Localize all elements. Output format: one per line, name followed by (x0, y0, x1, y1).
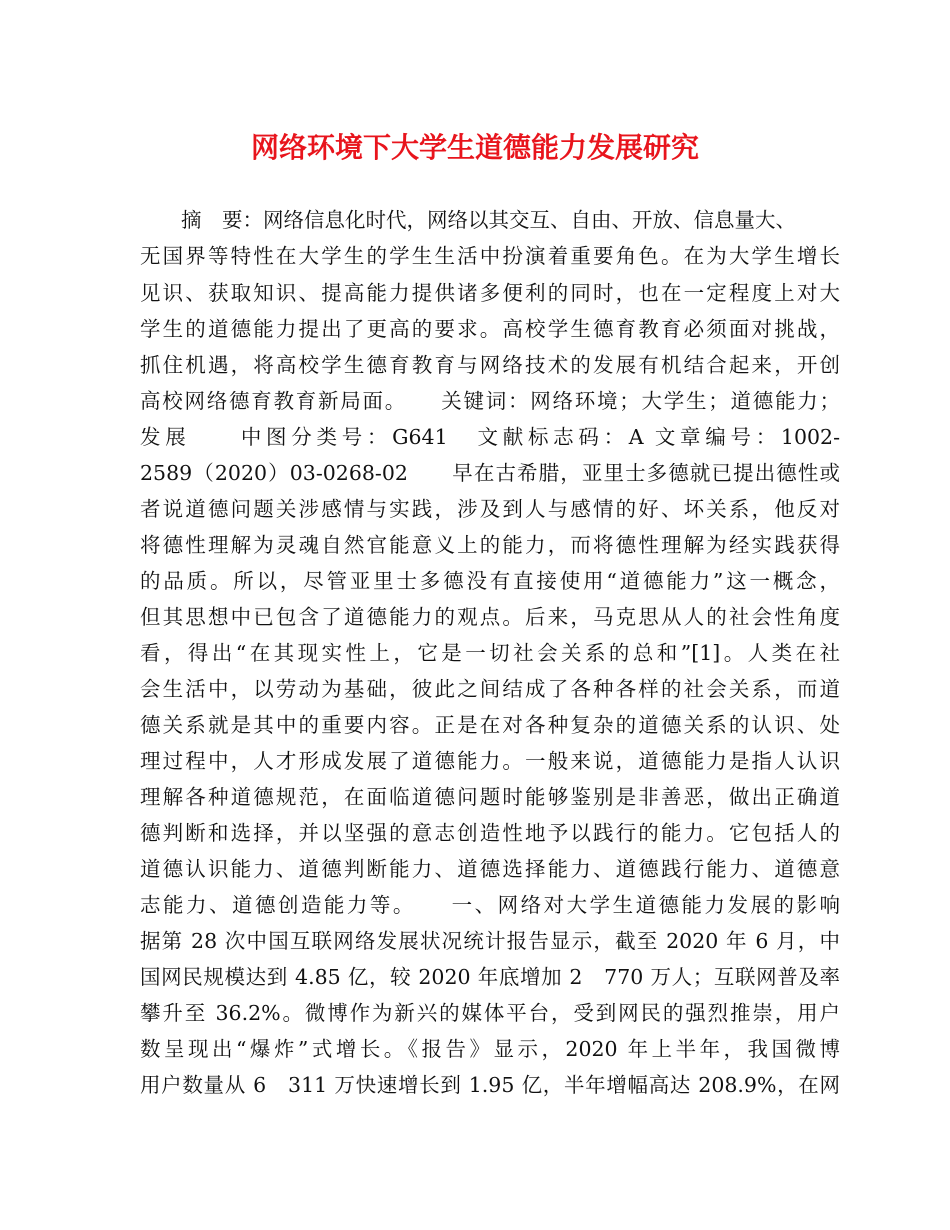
paragraph-line: 者说道德问题关涉感情与实践，涉及到人与感情的好、坏关系，他反对 (140, 497, 840, 521)
paragraph-line: 摘 要：网络信息化时代，网络以其交互、自由、开放、信息量大、 (140, 208, 796, 232)
paragraph-line: 道德认识能力、道德判断能力、道德选择能力、道德践行能力、道德意 (140, 857, 840, 881)
paragraph-line: 学生的道德能力提出了更高的要求。高校学生德育教育必须面对挑战， (140, 317, 840, 341)
paragraph-line: 理过程中，人才形成发展了道德能力。一般来说，道德能力是指人认识 (140, 749, 840, 773)
document-title: 网络环境下大学生道德能力发展研究 (250, 131, 699, 164)
paragraph-line: 会生活中，以劳动为基础，彼此之间结成了各种各样的社会关系，而道 (140, 677, 840, 701)
paragraph-line: 德关系就是其中的重要内容。正是在对各种复杂的道德关系的认识、处 (140, 713, 840, 737)
paragraph-line: 用户数量从 6 311 万快速增长到 1.95 亿，半年增幅高达 208.9%，在网 (140, 1073, 840, 1097)
paragraph-line: 抓住机遇，将高校学生德育教育与网络技术的发展有机结合起来，开创 (140, 353, 840, 377)
paragraph-line: 高校网络德育教育新局面。 关键词：网络环境；大学生；道德能力； (140, 389, 840, 413)
paragraph-line: 理解各种道德规范，在面临道德问题时能够鉴别是非善恶，做出正确道 (140, 785, 840, 809)
paragraph-line: 攀升至 36.2%。微博作为新兴的媒体平台，受到网民的强烈推崇，用户 (140, 1001, 840, 1025)
paragraph-line: 但其思想中已包含了道德能力的观点。后来，马克思从人的社会性角度 (140, 605, 840, 629)
paragraph-line: 据第 28 次中国互联网络发展状况统计报告显示，截至 2020 年 6 月，中 (140, 929, 840, 953)
paragraph-line: 国网民规模达到 4.85 亿，较 2020 年底增加 2 770 万人；互联网普及率 (140, 965, 840, 989)
paragraph-line: 的品质。所以，尽管亚里士多德没有直接使用“道德能力”这一概念， (140, 569, 840, 593)
paragraph-line: 无国界等特性在大学生的学生生活中扮演着重要角色。在为大学生增长 (140, 244, 840, 268)
paragraph-line: 看，得出“在其现实性上，它是一切社会关系的总和”[1]。人类在社 (140, 641, 840, 665)
paragraph-line: 见识、获取知识、提高能力提供诸多便利的同时，也在一定程度上对大 (140, 281, 840, 305)
paragraph-line: 2589（2020）03-0268-02 早在古希腊，亚里士多德就已提出德性或 (140, 461, 840, 485)
paragraph-line: 将德性理解为灵魂自然官能意义上的能力，而将德性理解为经实践获得 (140, 533, 840, 557)
paragraph-line: 数呈现出“爆炸”式增长。《报告》显示，2020 年上半年，我国微博 (140, 1037, 840, 1061)
paragraph-line: 志能力、道德创造能力等。 一、网络对大学生道德能力发展的影响 (140, 893, 840, 917)
paragraph-line: 德判断和选择，并以坚强的意志创造性地予以践行的能力。它包括人的 (140, 821, 840, 845)
paragraph-line: 发展 中图分类号：G641 文献标志码：A 文章编号：1002- (140, 425, 840, 449)
